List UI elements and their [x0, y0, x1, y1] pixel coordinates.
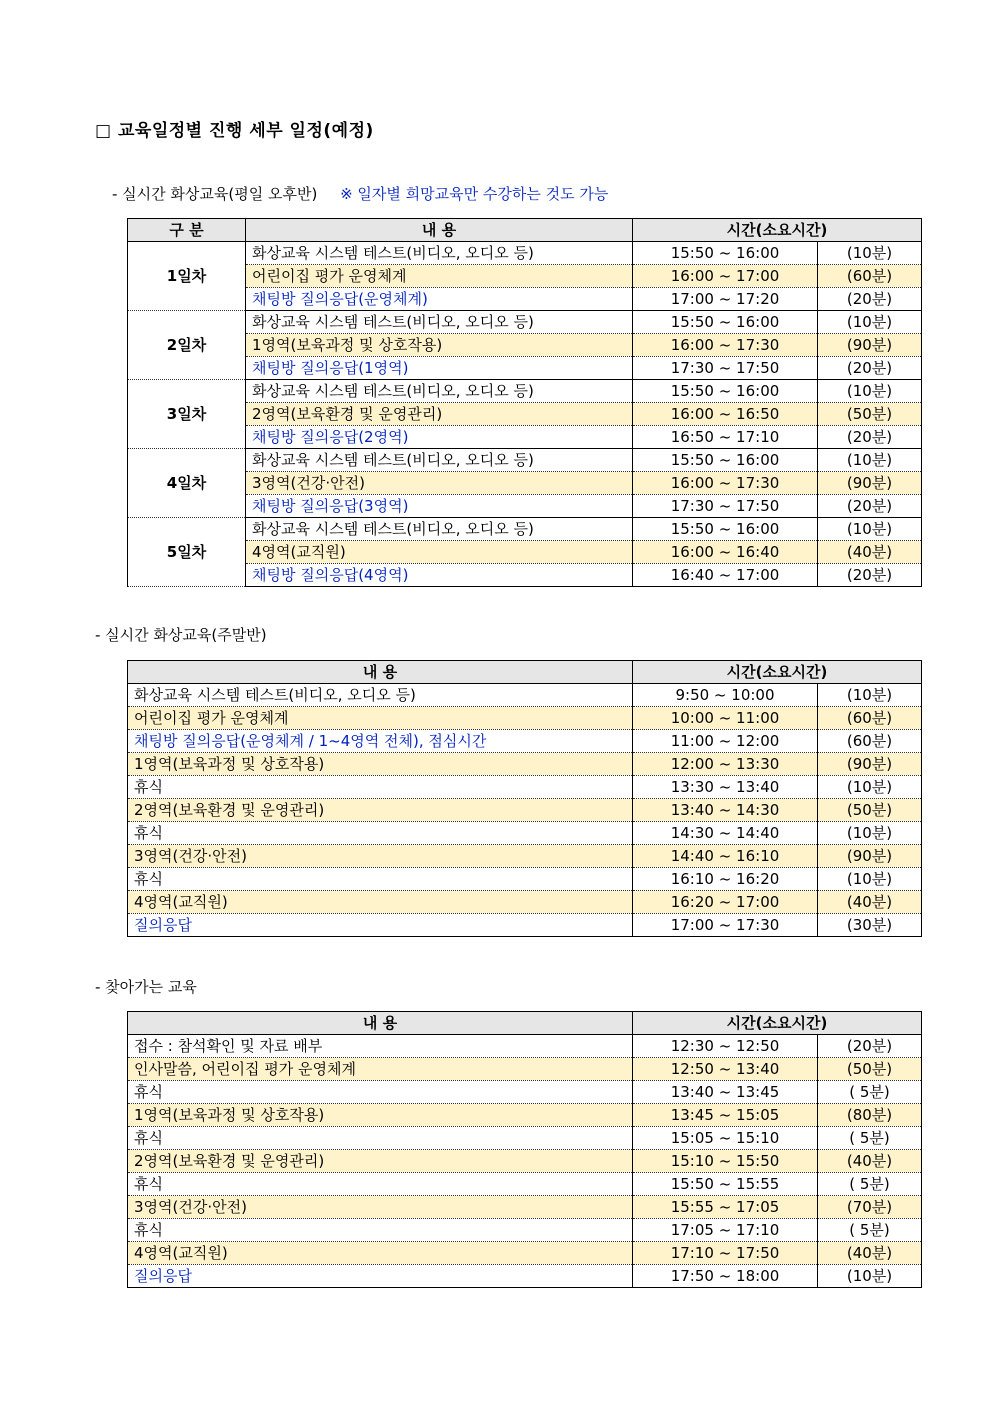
- table-row: [128, 541, 922, 564]
- row-duration: (60분): [818, 707, 922, 730]
- row-content: 4영역(교직원): [246, 541, 633, 564]
- row-content: 화상교육 시스템 테스트(비디오, 오디오 등): [128, 684, 633, 707]
- row-time: 13:45 ~ 15:05: [633, 1104, 818, 1127]
- row-duration: (90분): [818, 753, 922, 776]
- row-duration: (20분): [818, 426, 922, 449]
- table-row: [128, 1035, 922, 1058]
- row-time: 17:05 ~ 17:10: [633, 1219, 818, 1242]
- row-content: 채팅방 질의응답(3영역): [246, 495, 633, 518]
- row-content: 채팅방 질의응답(2영역): [246, 426, 633, 449]
- header-category: 구 분: [128, 219, 246, 242]
- table-row: [128, 914, 922, 937]
- row-content: 채팅방 질의응답(4영역): [246, 564, 633, 587]
- table-row: [128, 242, 922, 265]
- table-row: [128, 799, 922, 822]
- day-label: 4일차: [128, 449, 246, 518]
- table-row: [128, 1196, 922, 1219]
- row-duration: (20분): [818, 495, 922, 518]
- row-time: 10:00 ~ 11:00: [633, 707, 818, 730]
- header-time: 시간(소요시간): [633, 661, 922, 684]
- row-time: 12:30 ~ 12:50: [633, 1035, 818, 1058]
- row-time: 17:10 ~ 17:50: [633, 1242, 818, 1265]
- row-content: 휴식: [128, 1173, 633, 1196]
- row-content: 휴식: [128, 1127, 633, 1150]
- row-duration: (10분): [818, 518, 922, 541]
- row-duration: (20분): [818, 357, 922, 380]
- row-content: 어린이집 평가 운영체계: [128, 707, 633, 730]
- day-label: 3일차: [128, 380, 246, 449]
- row-content: 1영역(보육과정 및 상호작용): [128, 1104, 633, 1127]
- row-time: 15:50 ~ 16:00: [633, 449, 818, 472]
- row-time: 16:10 ~ 16:20: [633, 868, 818, 891]
- row-content: 채팅방 질의응답(1영역): [246, 357, 633, 380]
- section3-title: - 찾아가는 교육: [95, 978, 197, 996]
- table-row: [128, 1058, 922, 1081]
- table-row: [128, 1265, 922, 1288]
- row-duration: ( 5분): [818, 1173, 922, 1196]
- row-duration: (30분): [818, 914, 922, 937]
- row-duration: (10분): [818, 380, 922, 403]
- table-row: [128, 1081, 922, 1104]
- table-row: [128, 1173, 922, 1196]
- table-row: [128, 311, 922, 334]
- row-duration: (40분): [818, 891, 922, 914]
- row-content: 휴식: [128, 868, 633, 891]
- row-content: 2영역(보육환경 및 운영관리): [246, 403, 633, 426]
- row-duration: (40분): [818, 1150, 922, 1173]
- row-duration: ( 5분): [818, 1127, 922, 1150]
- row-time: 15:50 ~ 16:00: [633, 242, 818, 265]
- row-time: 16:50 ~ 17:10: [633, 426, 818, 449]
- row-duration: (10분): [818, 684, 922, 707]
- row-time: 15:50 ~ 16:00: [633, 311, 818, 334]
- row-duration: (60분): [818, 265, 922, 288]
- header-time: 시간(소요시간): [633, 1012, 922, 1035]
- table-row: [128, 495, 922, 518]
- section1-title-line: [112, 183, 608, 204]
- row-duration: (20분): [818, 1035, 922, 1058]
- row-time: 13:40 ~ 13:45: [633, 1081, 818, 1104]
- row-duration: (70분): [818, 1196, 922, 1219]
- row-content: 인사말씀, 어린이집 평가 운영체계: [128, 1058, 633, 1081]
- visiting-schedule-table: [127, 1011, 922, 1288]
- row-time: 13:30 ~ 13:40: [633, 776, 818, 799]
- row-time: 16:00 ~ 16:40: [633, 541, 818, 564]
- section2-title: - 실시간 화상교육(주말반): [95, 626, 267, 644]
- row-time: 15:55 ~ 17:05: [633, 1196, 818, 1219]
- section1-title: - 실시간 화상교육(평일 오후반): [112, 185, 318, 203]
- row-content: 질의응답: [128, 1265, 633, 1288]
- row-content: 1영역(보육과정 및 상호작용): [128, 753, 633, 776]
- row-duration: (10분): [818, 822, 922, 845]
- row-content: 화상교육 시스템 테스트(비디오, 오디오 등): [246, 518, 633, 541]
- table-row: [128, 1219, 922, 1242]
- table-row: [128, 380, 922, 403]
- row-time: 12:00 ~ 13:30: [633, 753, 818, 776]
- table-row: [128, 1150, 922, 1173]
- weekday-schedule-table: [127, 218, 922, 587]
- table-row: [128, 1127, 922, 1150]
- row-time: 15:50 ~ 15:55: [633, 1173, 818, 1196]
- table-row: [128, 518, 922, 541]
- row-duration: (20분): [818, 288, 922, 311]
- row-duration: (90분): [818, 334, 922, 357]
- row-duration: (40분): [818, 541, 922, 564]
- row-content: 화상교육 시스템 테스트(비디오, 오디오 등): [246, 380, 633, 403]
- table-row: [128, 868, 922, 891]
- row-duration: (40분): [818, 1242, 922, 1265]
- row-duration: (80분): [818, 1104, 922, 1127]
- row-time: 16:00 ~ 17:00: [633, 265, 818, 288]
- row-time: 9:50 ~ 10:00: [633, 684, 818, 707]
- row-content: 휴식: [128, 1081, 633, 1104]
- row-content: 화상교육 시스템 테스트(비디오, 오디오 등): [246, 242, 633, 265]
- row-duration: (10분): [818, 868, 922, 891]
- row-content: 3영역(건강·안전): [128, 845, 633, 868]
- row-content: 3영역(건강·안전): [246, 472, 633, 495]
- row-time: 14:30 ~ 14:40: [633, 822, 818, 845]
- table-row: [128, 1104, 922, 1127]
- table-row: [128, 776, 922, 799]
- row-content: 4영역(교직원): [128, 891, 633, 914]
- row-time: 16:40 ~ 17:00: [633, 564, 818, 587]
- table-row: [128, 707, 922, 730]
- row-duration: (10분): [818, 1265, 922, 1288]
- row-time: 16:00 ~ 17:30: [633, 472, 818, 495]
- row-content: 화상교육 시스템 테스트(비디오, 오디오 등): [246, 449, 633, 472]
- row-content: 휴식: [128, 776, 633, 799]
- row-time: 17:00 ~ 17:30: [633, 914, 818, 937]
- row-duration: (10분): [818, 776, 922, 799]
- table-row: [128, 891, 922, 914]
- row-content: 2영역(보육환경 및 운영관리): [128, 1150, 633, 1173]
- table-row: [128, 1242, 922, 1265]
- row-content: 어린이집 평가 운영체계: [246, 265, 633, 288]
- row-duration: (90분): [818, 472, 922, 495]
- row-time: 15:05 ~ 15:10: [633, 1127, 818, 1150]
- table-row: [128, 403, 922, 426]
- day-label: 1일차: [128, 242, 246, 311]
- row-content: 휴식: [128, 1219, 633, 1242]
- row-time: 17:50 ~ 18:00: [633, 1265, 818, 1288]
- row-duration: ( 5분): [818, 1081, 922, 1104]
- page-heading: □ 교육일정별 진행 세부 일정(예정): [95, 121, 374, 141]
- row-time: 16:00 ~ 17:30: [633, 334, 818, 357]
- row-content: 채팅방 질의응답(운영체계 / 1~4영역 전체), 점심시간: [128, 730, 633, 753]
- row-content: 휴식: [128, 822, 633, 845]
- table-row: [128, 334, 922, 357]
- row-duration: (10분): [818, 311, 922, 334]
- row-time: 12:50 ~ 13:40: [633, 1058, 818, 1081]
- row-time: 16:20 ~ 17:00: [633, 891, 818, 914]
- weekend-schedule-table: [127, 660, 922, 937]
- day-label: 5일차: [128, 518, 246, 587]
- row-content: 화상교육 시스템 테스트(비디오, 오디오 등): [246, 311, 633, 334]
- header-content: 내 용: [246, 219, 633, 242]
- row-content: 채팅방 질의응답(운영체계): [246, 288, 633, 311]
- row-duration: (50분): [818, 799, 922, 822]
- table-row: [128, 845, 922, 868]
- table-row: [128, 753, 922, 776]
- table-row: [128, 822, 922, 845]
- table-row: [128, 265, 922, 288]
- table-row: [128, 357, 922, 380]
- row-time: 15:10 ~ 15:50: [633, 1150, 818, 1173]
- table-row: [128, 684, 922, 707]
- row-time: 13:40 ~ 14:30: [633, 799, 818, 822]
- header-time: 시간(소요시간): [633, 219, 922, 242]
- row-duration: (90분): [818, 845, 922, 868]
- row-duration: ( 5분): [818, 1219, 922, 1242]
- row-content: 1영역(보육과정 및 상호작용): [246, 334, 633, 357]
- row-content: 질의응답: [128, 914, 633, 937]
- row-content: 4영역(교직원): [128, 1242, 633, 1265]
- table-row: [128, 472, 922, 495]
- table-row: [128, 426, 922, 449]
- row-duration: (20분): [818, 564, 922, 587]
- table-row: [128, 288, 922, 311]
- row-duration: (50분): [818, 1058, 922, 1081]
- row-content: 접수 : 참석확인 및 자료 배부: [128, 1035, 633, 1058]
- table-row: [128, 449, 922, 472]
- row-time: 14:40 ~ 16:10: [633, 845, 818, 868]
- header-content: 내 용: [128, 1012, 633, 1035]
- row-duration: (10분): [818, 242, 922, 265]
- row-time: 17:30 ~ 17:50: [633, 357, 818, 380]
- day-label: 2일차: [128, 311, 246, 380]
- header-content: 내 용: [128, 661, 633, 684]
- row-time: 15:50 ~ 16:00: [633, 380, 818, 403]
- row-duration: (50분): [818, 403, 922, 426]
- row-time: 15:50 ~ 16:00: [633, 518, 818, 541]
- row-time: 11:00 ~ 12:00: [633, 730, 818, 753]
- table-row: [128, 730, 922, 753]
- row-duration: (60분): [818, 730, 922, 753]
- row-time: 17:00 ~ 17:20: [633, 288, 818, 311]
- row-time: 17:30 ~ 17:50: [633, 495, 818, 518]
- row-time: 16:00 ~ 16:50: [633, 403, 818, 426]
- table-row: [128, 564, 922, 587]
- row-content: 2영역(보육환경 및 운영관리): [128, 799, 633, 822]
- row-duration: (10분): [818, 449, 922, 472]
- section1-note: ※ 일자별 희망교육만 수강하는 것도 가능: [340, 185, 609, 203]
- row-content: 3영역(건강·안전): [128, 1196, 633, 1219]
